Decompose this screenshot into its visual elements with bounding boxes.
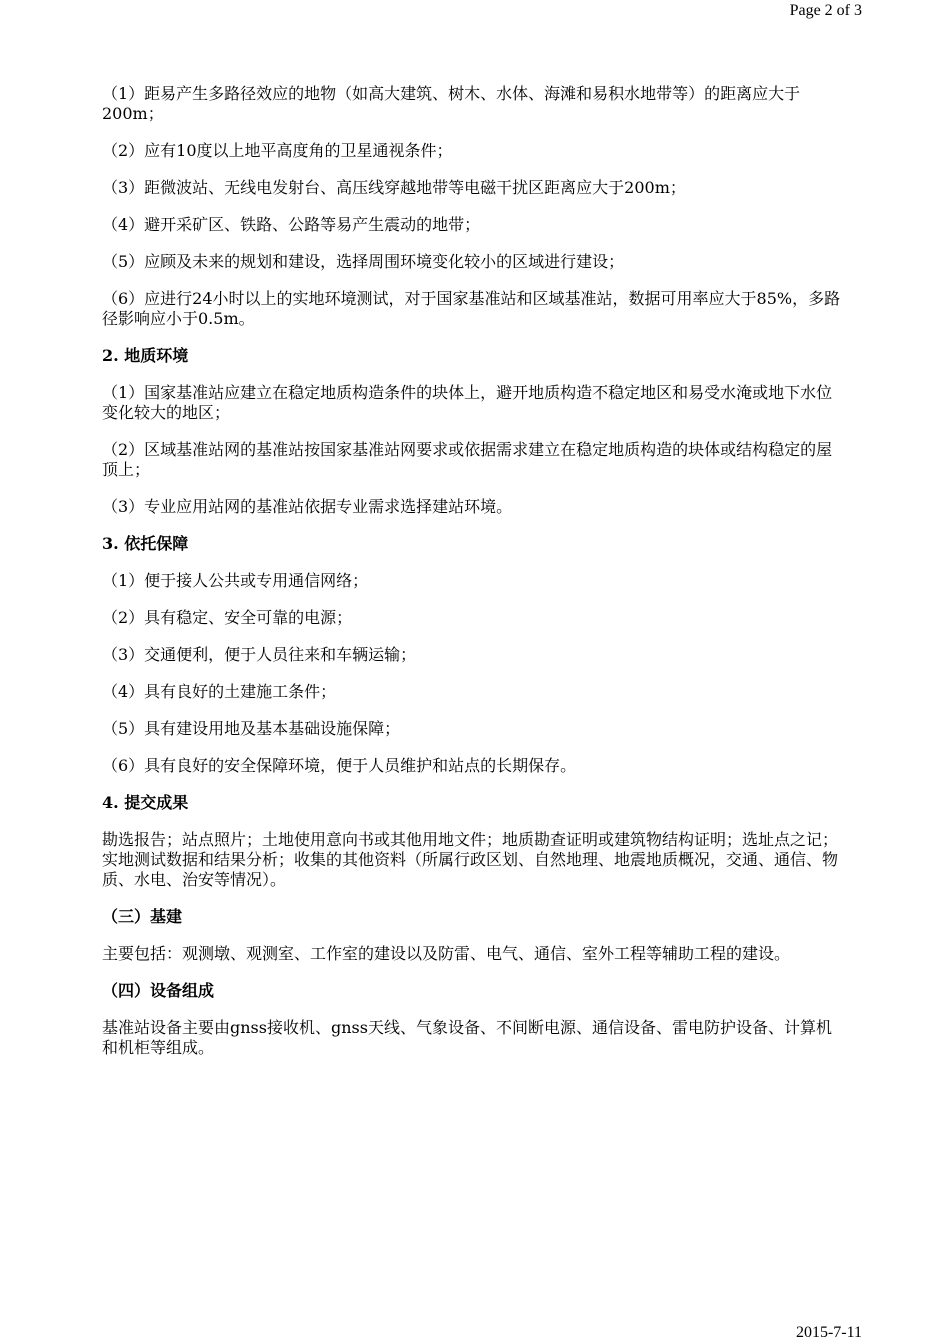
list-item: （6）应进行24小时以上的实地环境测试，对于国家基准站和区域基准站，数据可用率应大于85%，多路径影响应小于0.5m。 — [102, 289, 841, 328]
section-heading-support: 3. 依托保障 — [102, 534, 189, 553]
section-heading-equipment: （四）设备组成 — [102, 981, 215, 1000]
list-item: （3）专业应用站网的基准站依据专业需求选择建站环境。 — [102, 497, 513, 516]
list-item: （4）避开采矿区、铁路、公路等易产生震动的地带； — [102, 215, 481, 234]
paragraph-equipment: 基准站设备主要由gnss接收机、gnss天线、气象设备、不间断电源、通信设备、雷电防护设备、计算机和机柜等组成。 — [102, 1018, 832, 1057]
list-item: （2）具有稳定、安全可靠的电源； — [102, 608, 353, 627]
list-item: （3）距微波站、无线电发射台、高压线穿越地带等电磁干扰区距离应大于200m； — [102, 178, 686, 197]
section-heading-deliverables: 4. 提交成果 — [102, 793, 189, 812]
paragraph-construction: 主要包括：观测墩、观测室、工作室的建设以及防雷、电气、通信、室外工程等辅助工程的建设。 — [102, 944, 791, 963]
list-item: （1）国家基准站应建立在稳定地质构造条件的块体上，避开地质构造不稳定地区和易受水淹或地下水位变化较大的地区； — [102, 383, 833, 422]
page-number-header: Page 2 of 3 — [789, 2, 862, 19]
list-item: （2）应有10度以上地平高度角的卫星通视条件； — [102, 141, 453, 160]
document-body — [102, 84, 842, 1075]
list-item: （1）便于接人公共或专用通信网络； — [102, 571, 369, 590]
section-heading-geology: 2. 地质环境 — [102, 346, 189, 365]
list-item: （5）应顾及未来的规划和建设，选择周围环境变化较小的区域进行建设； — [102, 252, 625, 271]
paragraph-deliverables: 勘选报告；站点照片；土地使用意向书或其他用地文件；地质勘查证明或建筑物结构证明；选址点之记；实地测试数据和结果分析；收集的其他资料（所属行政区划、自然地理、地震地质概况，交通、通信、物质、水电、治安等情况）。 — [102, 830, 839, 889]
list-item: （2）区域基准站网的基准站按国家基准站网要求或依据需求建立在稳定地质构造的块体或结构稳定的屋顶上； — [102, 440, 833, 479]
list-item: （5）具有建设用地及基本基础设施保障； — [102, 719, 401, 738]
footer-date: 2015-7-11 — [795, 1324, 862, 1341]
list-item: （1）距易产生多路径效应的地物（如高大建筑、树木、水体、海滩和易积水地带等）的距离应大于200m； — [102, 84, 801, 123]
section-heading-construction: （三）基建 — [102, 907, 183, 926]
list-item: （6）具有良好的安全保障环境，便于人员维护和站点的长期保存。 — [102, 756, 577, 775]
list-item: （4）具有良好的土建施工条件； — [102, 682, 337, 701]
list-item: （3）交通便利，便于人员往来和车辆运输； — [102, 645, 417, 664]
